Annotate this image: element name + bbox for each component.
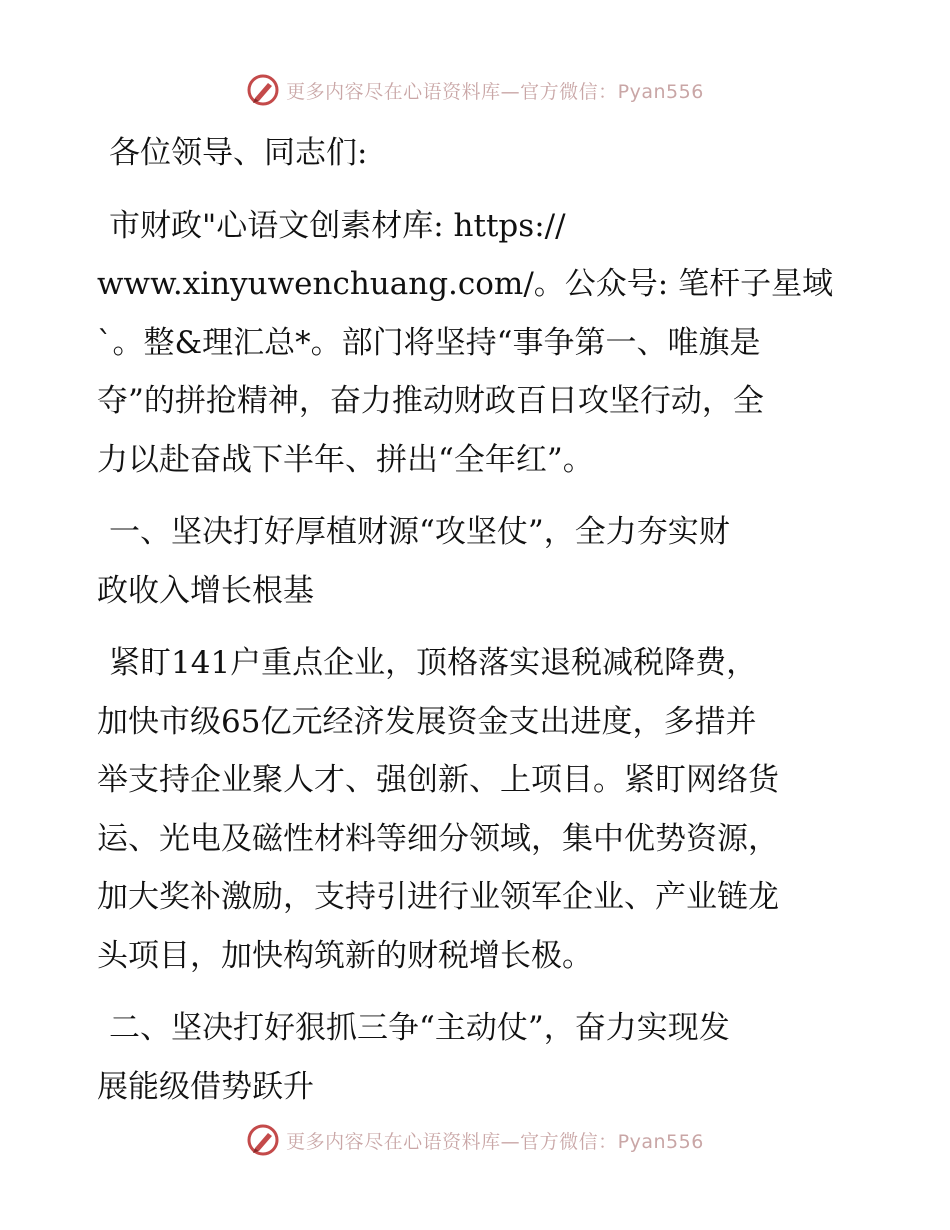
- greeting: 各位领导、同志们:: [109, 135, 368, 171]
- text-line: 力以赴奋战下半年、拼出“全年红”。: [97, 441, 594, 478]
- pen-logo-icon: [246, 1123, 280, 1157]
- heading-line: 二、坚决打好狠抓三争“主动仗”，奋力实现发: [109, 1010, 730, 1046]
- header-watermark: [0, 70, 950, 110]
- paragraph-intro: [97, 197, 857, 490]
- paragraph-section-1: [97, 634, 857, 985]
- text-line: www.xinyuwenchuang.com/。公众号: 笔杆子星域: [97, 266, 834, 302]
- text-line: 加大奖补激励，支持引进行业领军企业、产业链龙: [97, 879, 779, 915]
- document-body: [97, 124, 857, 1116]
- text-line: 夺”的拼抢精神，奋力推动财政百日攻坚行动，全: [97, 383, 764, 419]
- text-line: `。整&理汇总*。部门将坚持“事争第一、唯旗是: [97, 324, 761, 361]
- pen-logo-icon: [246, 73, 280, 107]
- heading-line: 政收入增长根基: [97, 572, 314, 609]
- text-line: 头项目，加快构筑新的财税增长极。: [97, 937, 593, 974]
- section-heading-1: [97, 503, 857, 620]
- footer-watermark: [0, 1120, 950, 1160]
- text-line: 紧盯141户重点企业，顶格落实退税减税降费，: [109, 645, 758, 681]
- text-line: 加快市级65亿元经济发展资金支出进度，多措并: [97, 703, 757, 740]
- text-line: 举支持企业聚人才、强创新、上项目。紧盯网络货: [97, 762, 779, 798]
- heading-line: 展能级借势跃升: [97, 1068, 314, 1105]
- text-line: 运、光电及磁性材料等细分领域，集中优势资源，: [97, 820, 779, 857]
- watermark-text: 更多内容尽在心语资料库—官方微信：Pyan556: [286, 1130, 704, 1153]
- text-line: 市财政"心语文创素材库: https://: [109, 207, 566, 244]
- watermark-text: 更多内容尽在心语资料库—官方微信：Pyan556: [286, 80, 704, 103]
- heading-line: 一、坚决打好厚植财源“攻坚仗”，全力夯实财: [109, 514, 730, 550]
- section-heading-2: [97, 999, 857, 1116]
